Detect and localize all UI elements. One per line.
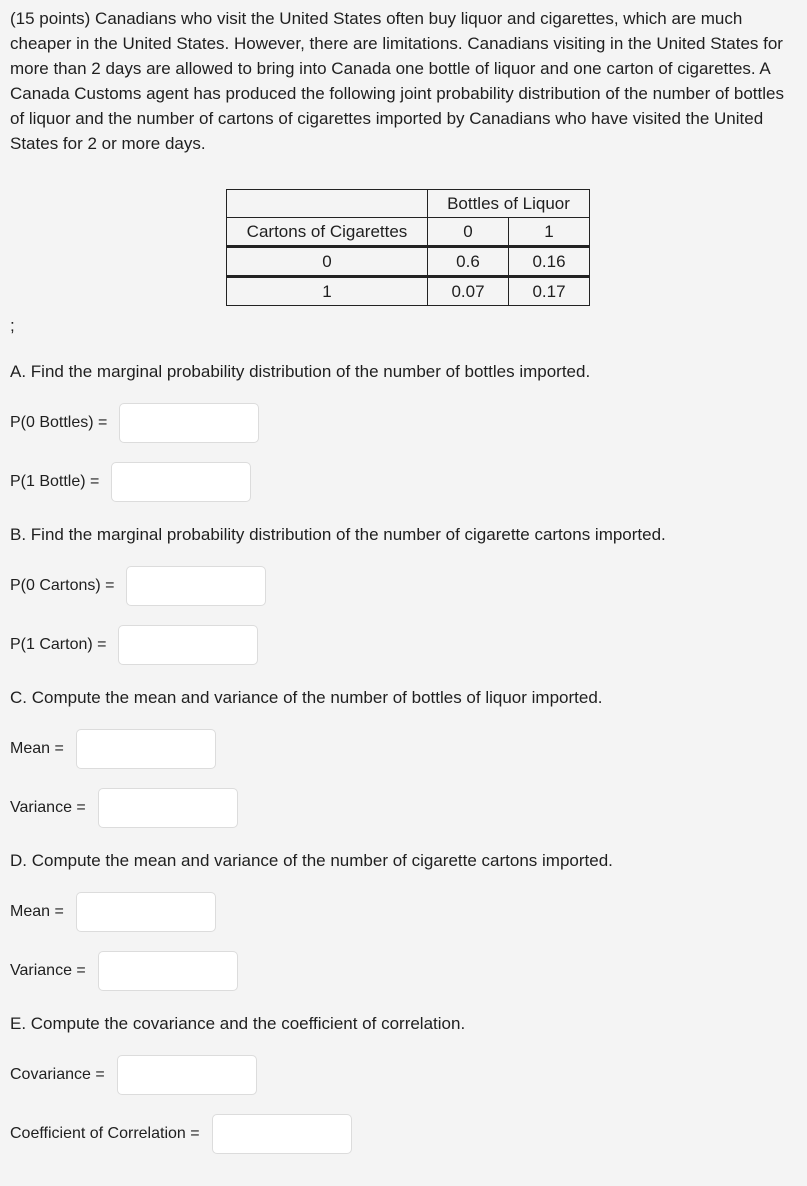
bottles-mean-input[interactable]	[76, 729, 216, 769]
row-label: 0	[227, 247, 428, 277]
row-header: Cartons of Cigarettes	[227, 218, 428, 247]
col-group-header: Bottles of Liquor	[428, 190, 590, 218]
field-bottles-variance	[10, 788, 238, 828]
field-covariance	[10, 1055, 257, 1095]
field-label: P(0 Cartons) =	[10, 577, 115, 594]
cartons-variance-input[interactable]	[98, 951, 238, 991]
field-label: Mean =	[10, 903, 64, 920]
row-label: 1	[227, 277, 428, 306]
table-cell: 0.17	[509, 277, 590, 306]
p1-bottle-input[interactable]	[111, 462, 251, 502]
joint-probability-table	[226, 189, 590, 306]
correlation-input[interactable]	[212, 1114, 352, 1154]
field-bottles-mean	[10, 729, 216, 769]
bottles-variance-input[interactable]	[98, 788, 238, 828]
field-label: Variance =	[10, 962, 86, 979]
table-row	[227, 247, 590, 277]
field-label: Mean =	[10, 740, 64, 757]
field-correlation	[10, 1114, 352, 1154]
question-e: E. Compute the covariance and the coefficient of correlation.	[10, 1014, 466, 1033]
p0-cartons-input[interactable]	[126, 566, 266, 606]
question-d: D. Compute the mean and variance of the number of cigarette cartons imported.	[10, 851, 613, 870]
table-corner-cell	[227, 190, 428, 218]
field-label: P(0 Bottles) =	[10, 414, 108, 431]
table-cell: 0.07	[428, 277, 509, 306]
field-label: Coefficient of Correlation =	[10, 1125, 200, 1142]
cartons-mean-input[interactable]	[76, 892, 216, 932]
field-p0-bottles	[10, 403, 259, 443]
question-c: C. Compute the mean and variance of the number of bottles of liquor imported.	[10, 688, 603, 707]
field-cartons-variance	[10, 951, 238, 991]
col-header-1: 1	[509, 218, 590, 247]
table-row	[227, 277, 590, 306]
question-a: A. Find the marginal probability distribution of the number of bottles imported.	[10, 362, 591, 381]
semicolon-text: ;	[10, 316, 15, 335]
table-cell: 0.6	[428, 247, 509, 277]
question-b: B. Find the marginal probability distribution of the number of cigarette cartons imported.	[10, 525, 666, 544]
field-p1-carton	[10, 625, 258, 665]
covariance-input[interactable]	[117, 1055, 257, 1095]
p0-bottles-input[interactable]	[119, 403, 259, 443]
field-label: Variance =	[10, 799, 86, 816]
field-cartons-mean	[10, 892, 216, 932]
field-label: Covariance =	[10, 1066, 105, 1083]
field-p0-cartons	[10, 566, 266, 606]
table-cell: 0.16	[509, 247, 590, 277]
field-label: P(1 Bottle) =	[10, 473, 100, 490]
problem-statement: (15 points) Canadians who visit the United States often buy liquor and cigarettes, which are much cheaper in the United States. However, there are limitations. Canadians visiting in the United States for more than 2 days are allowed to bring into Canada one bottle of liquor and one carton of cigarettes. A Canada Customs agent has produced the following joint probability distribution of the number of bottles of liquor and the number of cartons of cigarettes imported by Canadians who have visited the United States for 2 or more days.	[10, 9, 784, 153]
p1-carton-input[interactable]	[118, 625, 258, 665]
col-header-0: 0	[428, 218, 509, 247]
field-p1-bottle	[10, 462, 251, 502]
field-label: P(1 Carton) =	[10, 636, 107, 653]
